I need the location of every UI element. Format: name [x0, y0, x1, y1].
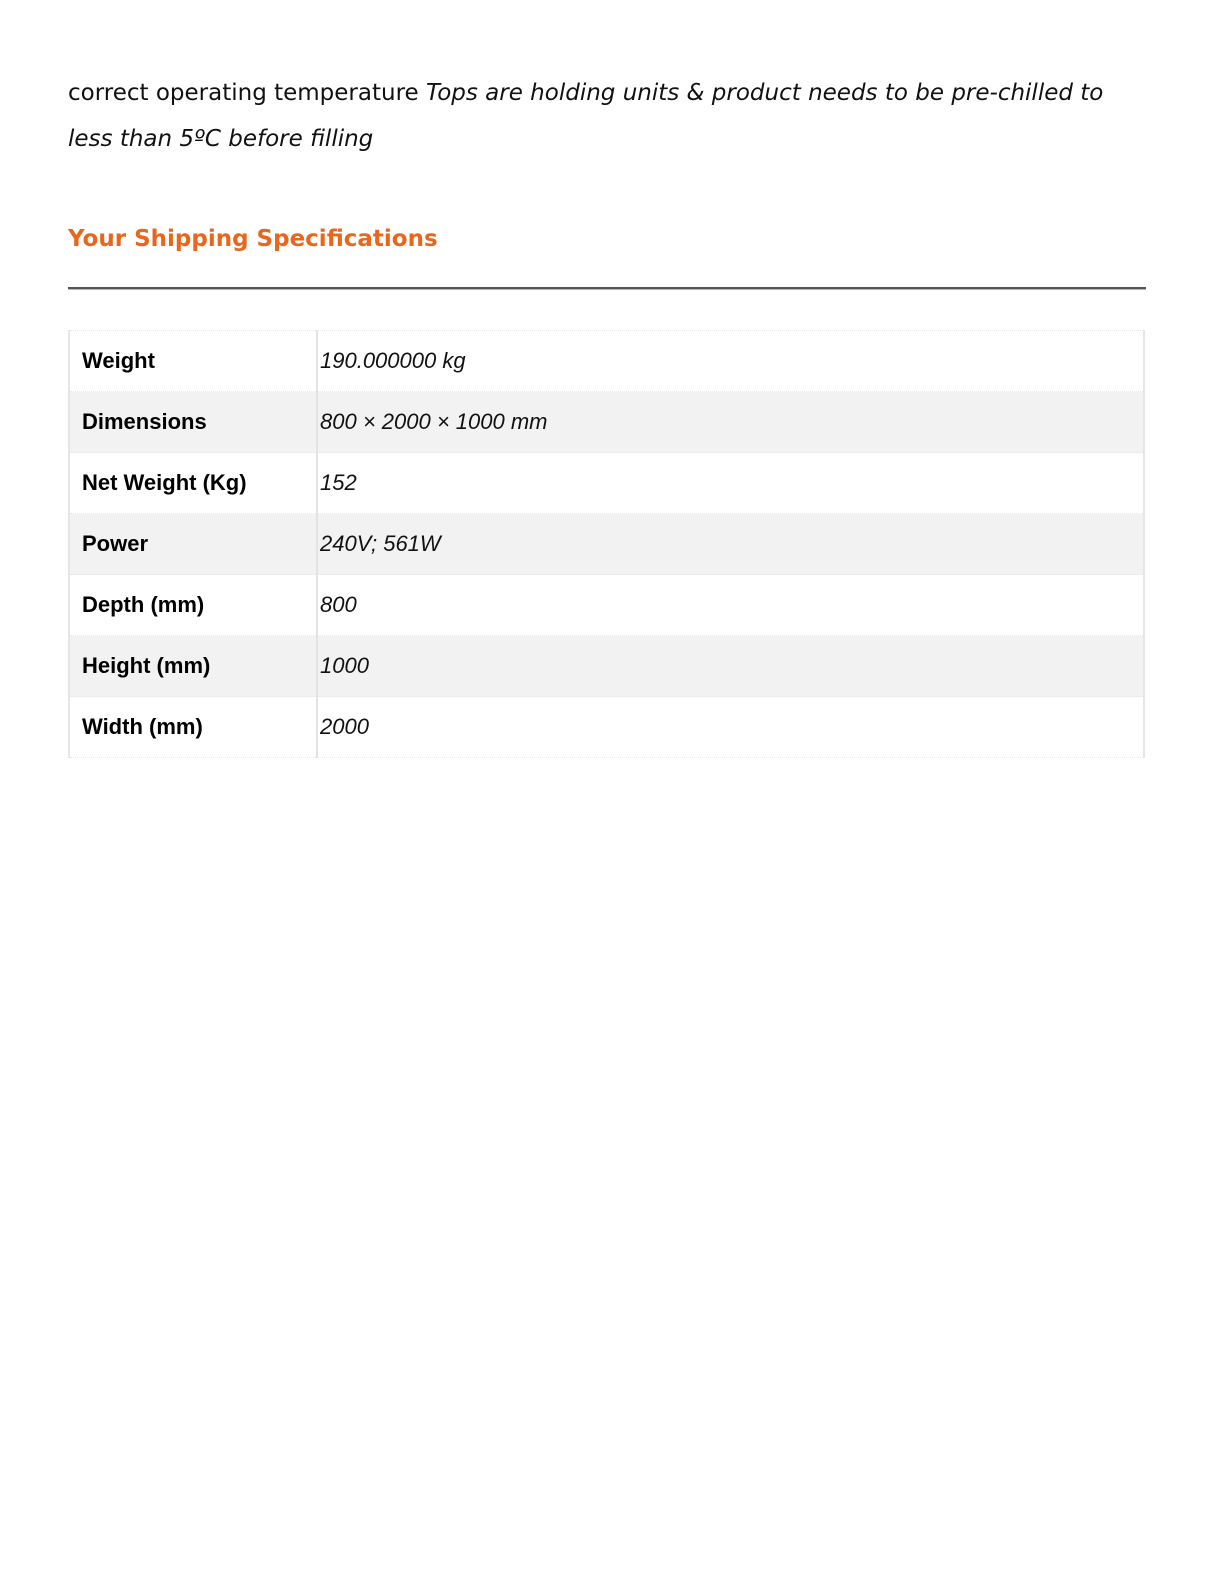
spec-label: Power — [69, 514, 317, 575]
shipping-specifications-table — [68, 330, 1145, 758]
table-row — [69, 636, 1144, 697]
shipping-specifications-heading: Your Shipping Specifications — [68, 226, 438, 252]
spec-value: 800 — [317, 575, 1144, 636]
spec-label: Weight — [69, 331, 317, 392]
spec-label: Dimensions — [69, 392, 317, 453]
document-page — [68, 70, 1146, 758]
intro-paragraph — [68, 70, 1146, 162]
spec-value: 800 × 2000 × 1000 mm — [317, 392, 1144, 453]
intro-regular-text: correct operating temperature — [68, 80, 426, 106]
spec-label: Depth (mm) — [69, 575, 317, 636]
table-row — [69, 331, 1144, 392]
table-row — [69, 514, 1144, 575]
table-row — [69, 575, 1144, 636]
table-row — [69, 392, 1144, 453]
spec-label: Width (mm) — [69, 697, 317, 758]
table-row — [69, 453, 1144, 514]
spec-value: 240V; 561W — [317, 514, 1144, 575]
spec-value: 1000 — [317, 636, 1144, 697]
spec-value: 190.000000 kg — [317, 331, 1144, 392]
intro-italic-note: Tops are holding units & product needs to be pre-chilled to less than 5ºC before filling — [68, 80, 1104, 152]
spec-value: 2000 — [317, 697, 1144, 758]
table-row — [69, 697, 1144, 758]
spec-label: Height (mm) — [69, 636, 317, 697]
section-divider — [68, 287, 1146, 290]
spec-label: Net Weight (Kg) — [69, 453, 317, 514]
spec-value: 152 — [317, 453, 1144, 514]
